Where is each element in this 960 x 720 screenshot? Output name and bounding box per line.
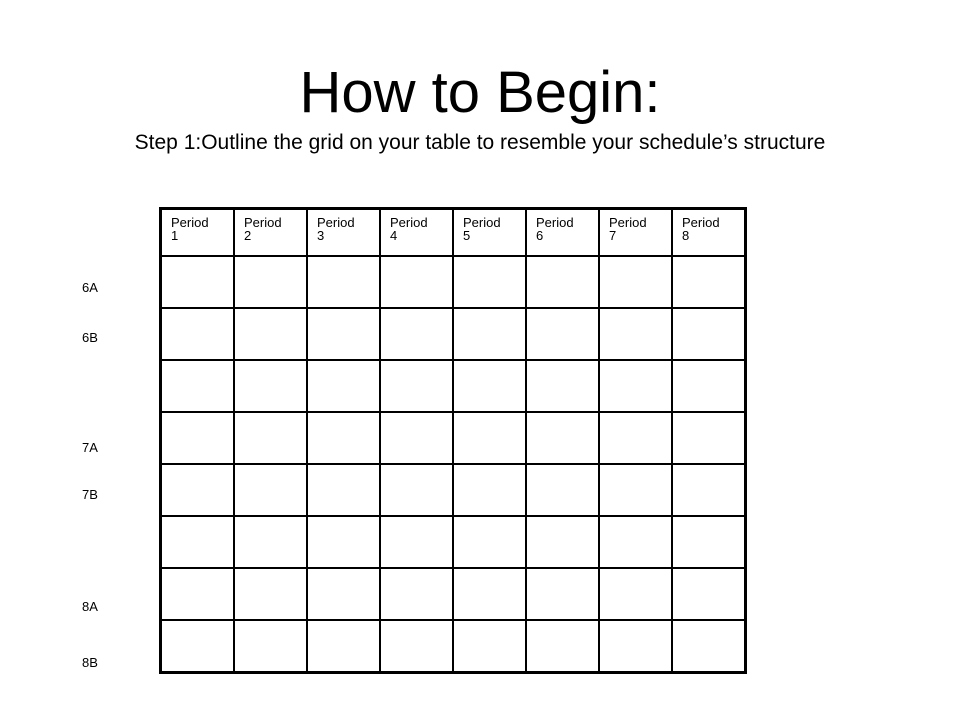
- table-cell: [380, 464, 453, 516]
- row-label-8b: 8B: [82, 655, 98, 670]
- table-cell: [453, 412, 526, 464]
- slide-title: How to Begin:: [299, 60, 661, 125]
- table-cell: [380, 412, 453, 464]
- table-cell: [599, 412, 672, 464]
- table-cell: [161, 620, 235, 673]
- row-label-7b: 7B: [82, 487, 98, 502]
- table-cell: [161, 412, 235, 464]
- table-cell: [453, 568, 526, 620]
- table-cell: [161, 308, 235, 360]
- table-cell: [453, 308, 526, 360]
- table-cell: [672, 308, 746, 360]
- table-cell: [599, 308, 672, 360]
- table-cell: [307, 464, 380, 516]
- table-cell: [453, 620, 526, 673]
- table-cell: [234, 412, 307, 464]
- table-row: [161, 360, 746, 412]
- table-cell: [599, 516, 672, 568]
- table-cell: [234, 308, 307, 360]
- table-cell: [672, 256, 746, 308]
- table-cell: [672, 360, 746, 412]
- table-cell: [380, 568, 453, 620]
- table-cell: [672, 464, 746, 516]
- table-cell: [234, 256, 307, 308]
- table-cell: [307, 360, 380, 412]
- header-period-2: Period 2: [244, 215, 282, 243]
- header-cell: [599, 209, 672, 257]
- table-cell: [599, 464, 672, 516]
- table-cell: [453, 516, 526, 568]
- header-period-5: Period 5: [463, 215, 501, 243]
- header-cell: [380, 209, 453, 257]
- table-cell: [526, 620, 599, 673]
- table-cell: [672, 412, 746, 464]
- table-cell: [161, 360, 235, 412]
- table-cell: [380, 308, 453, 360]
- table-cell: [234, 516, 307, 568]
- schedule-grid: [159, 207, 747, 674]
- slide-subtitle: Step 1:Outline the grid on your table to resemble your schedule’s structure: [134, 131, 826, 154]
- table-cell: [599, 256, 672, 308]
- table-cell: [672, 568, 746, 620]
- table-cell: [161, 516, 235, 568]
- table-row: [161, 412, 746, 464]
- row-label-6a: 6A: [82, 280, 98, 295]
- header-cell: [161, 209, 235, 257]
- table-cell: [234, 568, 307, 620]
- table-cell: [380, 620, 453, 673]
- header-period-6: Period 6: [536, 215, 574, 243]
- header-cell: [453, 209, 526, 257]
- header-cell: [234, 209, 307, 257]
- table-cell: [526, 308, 599, 360]
- table-cell: [672, 516, 746, 568]
- table-cell: [453, 360, 526, 412]
- table-cell: [161, 464, 235, 516]
- table-cell: [307, 412, 380, 464]
- table-row: [161, 568, 746, 620]
- table-cell: [307, 256, 380, 308]
- header-period-8: Period 8: [682, 215, 720, 243]
- table-cell: [453, 256, 526, 308]
- table-row: [161, 516, 746, 568]
- table-cell: [599, 568, 672, 620]
- table-cell: [526, 360, 599, 412]
- table-cell: [307, 568, 380, 620]
- header-period-1: Period 1: [171, 215, 209, 243]
- header-cell: [307, 209, 380, 257]
- table-cell: [526, 412, 599, 464]
- table-cell: [307, 308, 380, 360]
- table-cell: [526, 256, 599, 308]
- header-row: [161, 209, 746, 257]
- header-period-7: Period 7: [609, 215, 647, 243]
- table-cell: [526, 516, 599, 568]
- header-cell: [526, 209, 599, 257]
- table-cell: [307, 516, 380, 568]
- row-label-8a: 8A: [82, 599, 98, 614]
- table-row: [161, 308, 746, 360]
- table-cell: [234, 620, 307, 673]
- table-cell: [526, 568, 599, 620]
- table-cell: [599, 360, 672, 412]
- table-cell: [307, 620, 380, 673]
- table-cell: [526, 464, 599, 516]
- table-cell: [161, 256, 235, 308]
- header-period-3: Period 3: [317, 215, 355, 243]
- table-cell: [380, 256, 453, 308]
- row-label-6b: 6B: [82, 330, 98, 345]
- header-cell: [672, 209, 746, 257]
- table-cell: [234, 464, 307, 516]
- table-cell: [161, 568, 235, 620]
- table-cell: [380, 516, 453, 568]
- table-cell: [599, 620, 672, 673]
- row-label-7a: 7A: [82, 440, 98, 455]
- table-cell: [380, 360, 453, 412]
- table-cell: [672, 620, 746, 673]
- table-row: [161, 620, 746, 673]
- table-row: [161, 464, 746, 516]
- table-cell: [453, 464, 526, 516]
- table-cell: [234, 360, 307, 412]
- table-row: [161, 256, 746, 308]
- header-period-4: Period 4: [390, 215, 428, 243]
